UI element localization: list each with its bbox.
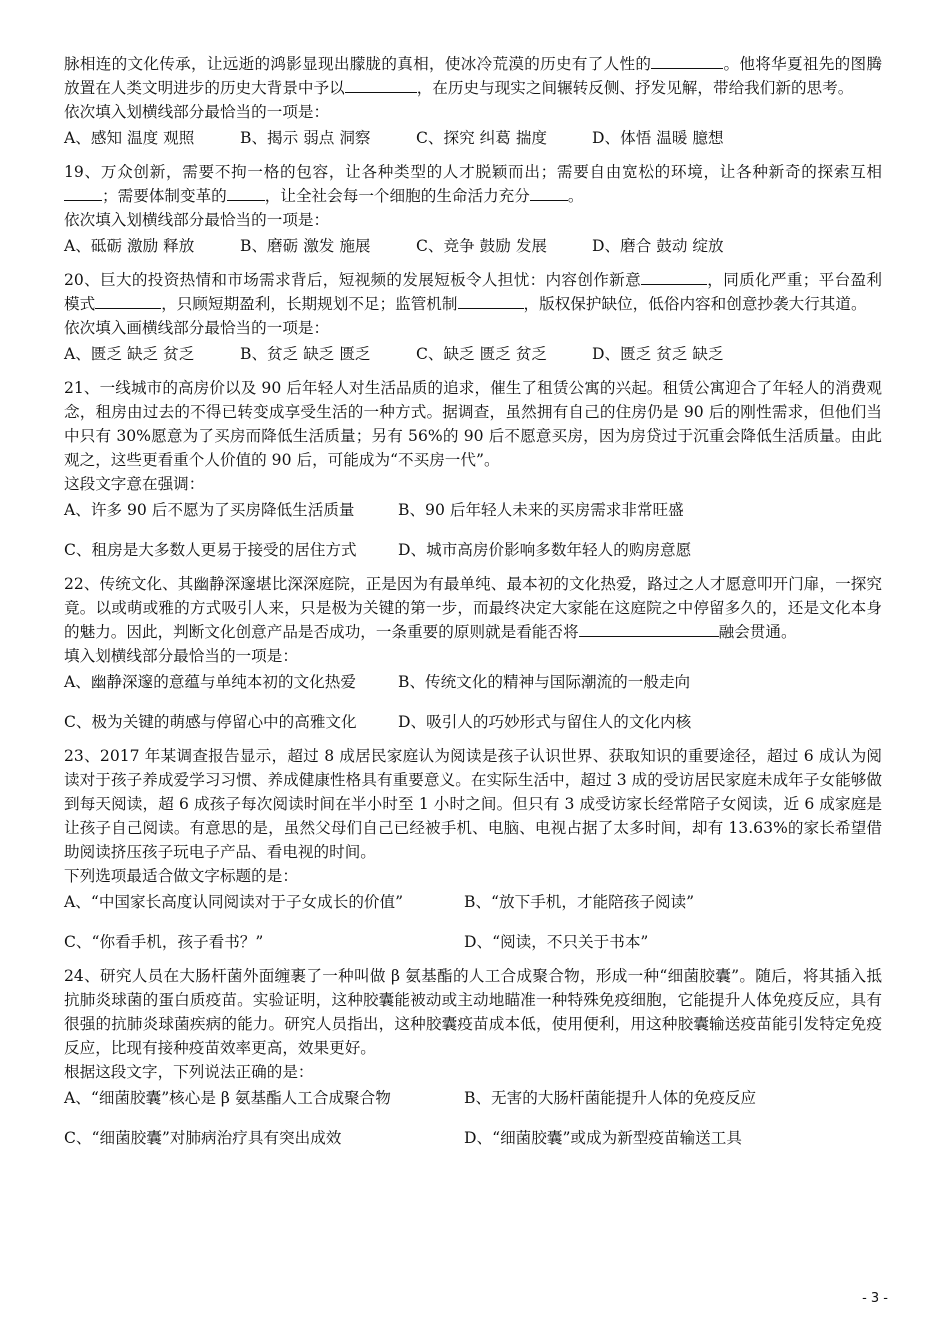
option-d: D、匮乏 贫乏 缺乏: [592, 345, 724, 363]
q23-prompt: 下列选项最适合做文字标题的是：: [64, 867, 298, 885]
q19-options: [64, 234, 882, 258]
q18-continuation-text: 脉相连的文化传承，让远逝的鸿影显现出朦胧的真相，使冰冷荒漠的历史有了人性的 。他将华夏祖先的图腾放置在人类文明进步的历史大背景中予以 ，在历史与现实之间辗转反侧、抒发见解，带给我们新的思考。: [64, 52, 882, 100]
q22-prompt: 填入划横线部分最恰当的一项是：: [64, 647, 298, 665]
exam-page: [64, 52, 882, 1150]
option-c: C、极为关键的萌感与停留心中的高雅文化: [64, 713, 357, 731]
q24-text: 24、研究人员在大肠杆菌外面缠裹了一种叫做 β 氨基酯的人工合成聚合物，形成一种“细菌胶囊”。随后，将其插入抵抗肺炎球菌的蛋白质疫苗。实验证明，这种胶囊能被动或主动地瞄准一种特殊免疫细胞，它能提升人体免疫反应，具有很强的抗肺炎球菌疾病的能力。研究人员指出，这种胶囊疫苗成本低，使用便利，用这种胶囊输送疫苗能引发特定免疫反应，比现有接种疫苗效率更高，效果更好。: [64, 967, 882, 1057]
option-c: C、“你看手机，孩子看书？”: [64, 933, 264, 951]
option-a: A、感知 温度 观照: [64, 129, 195, 147]
option-a: A、砥砺 激励 释放: [64, 237, 195, 255]
option-b: B、“放下手机，才能陪孩子阅读”: [464, 893, 695, 911]
answer-blank: [458, 292, 524, 309]
q22-text: 22、传统文化、其幽静深邃堪比深深庭院，正是因为有最单纯、最本初的文化热爱，路过之人才愿意叩开门扉，一探究竟。以或萌或雅的方式吸引人来，只是极为关键的第一步，而最终决定大家能在这庭院之中停留多久的，还是文化本身的魅力。因此，判断文化创意产品是否成功，一条重要的原则就是看能否将 融会贯通。: [64, 575, 882, 641]
q24-options-row-2: [64, 1126, 882, 1150]
q22-options-row-2: [64, 710, 882, 734]
q20-prompt: 依次填入画横线部分最恰当的一项是：: [64, 319, 330, 337]
q18-prompt: 依次填入划横线部分最恰当的一项是：: [64, 103, 330, 121]
answer-blank: [64, 184, 102, 201]
q19-text: 19、万众创新，需要不拘一格的包容，让各种类型的人才脱颖而出；需要自由宽松的环境，让各种新奇的探索互相；需要体制变革的 ，让全社会每一个细胞的生命活力充分 。: [64, 163, 882, 205]
option-d: D、体悟 温暖 臆想: [592, 129, 724, 147]
q19-prompt: 依次填入划横线部分最恰当的一项是：: [64, 211, 330, 229]
q22-options-row-1: [64, 670, 882, 694]
answer-blank: [345, 76, 417, 93]
q21-prompt: 这段文字意在强调：: [64, 475, 205, 493]
answer-blank: [95, 292, 161, 309]
option-a: A、匮乏 缺乏 贫乏: [64, 345, 195, 363]
option-c: C、缺乏 匮乏 贫乏: [416, 345, 548, 363]
question-19: [64, 160, 882, 258]
option-b: B、无害的大肠杆菌能提升人体的免疫反应: [464, 1089, 757, 1107]
q20-options: [64, 342, 882, 366]
option-d: D、吸引人的巧妙形式与留住人的文化内核: [398, 713, 692, 731]
q23-options-row-1: [64, 890, 882, 914]
question-23: [64, 744, 882, 954]
option-b: B、揭示 弱点 洞察: [240, 129, 371, 147]
option-c: C、租房是大多数人更易于接受的居住方式: [64, 541, 357, 559]
q21-text: 21、一线城市的高房价以及 90 后年轻人对生活品质的追求，催生了租赁公寓的兴起。租赁公寓迎合了年轻人的消费观念，租房由过去的不得已转变成享受生活的一种方式。据调查，虽然拥有自己的住房仍是 90 后的刚性需求，但他们当中只有 30%愿意为了买房而降低生活质量；另有 56%的 90 后不愿意买房，因为房贷过于沉重会降低生活质量。由此观之，这些更看重个人价值的 90 后，可能成为“不买房一代”。: [64, 379, 882, 469]
option-b: B、磨砺 激发 施展: [240, 237, 371, 255]
answer-blank: [579, 620, 719, 637]
option-d: D、“阅读，不只关于书本”: [464, 933, 649, 951]
option-b: B、90 后年轻人未来的买房需求非常旺盛: [398, 501, 684, 519]
option-c: C、竞争 鼓励 发展: [416, 237, 548, 255]
q21-options-row-2: [64, 538, 882, 562]
question-20: [64, 268, 882, 366]
q21-options-row-1: [64, 498, 882, 522]
option-d: D、“细菌胶囊”或成为新型疫苗输送工具: [464, 1129, 742, 1147]
option-a: A、“细菌胶囊”核心是 β 氨基酯人工合成聚合物: [64, 1089, 391, 1107]
option-d: D、城市高房价影响多数年轻人的购房意愿: [398, 541, 692, 559]
answer-blank: [227, 184, 265, 201]
option-c: C、探究 纠葛 揣度: [416, 129, 548, 147]
q20-text: 20、巨大的投资热情和市场需求背后，短视频的发展短板令人担忧：内容创作新意 ，同质化严重；平台盈利模式 ，只顾短期盈利，长期规划不足；监管机制 ，版权保护缺位，低俗内容和创意抄袭大行其道。: [64, 268, 882, 316]
page-number: - 3 -: [862, 1291, 888, 1306]
question-22: [64, 572, 882, 734]
option-a: A、幽静深邃的意蕴与单纯本初的文化热爱: [64, 673, 356, 691]
option-a: A、许多 90 后不愿为了买房降低生活质量: [64, 501, 355, 519]
q24-prompt: 根据这段文字，下列说法正确的是：: [64, 1063, 314, 1081]
option-b: B、传统文化的精神与国际潮流的一般走向: [398, 673, 691, 691]
question-24: [64, 964, 882, 1150]
q24-options-row-1: [64, 1086, 882, 1110]
question-21: [64, 376, 882, 562]
answer-blank: [530, 184, 568, 201]
q23-options-row-2: [64, 930, 882, 954]
answer-blank: [651, 52, 723, 69]
q18-options: [64, 126, 882, 150]
option-d: D、磨合 鼓动 绽放: [592, 237, 724, 255]
option-a: A、“中国家长高度认同阅读对于子女成长的价值”: [64, 893, 404, 911]
option-b: B、贫乏 缺乏 匮乏: [240, 345, 371, 363]
answer-blank: [641, 268, 707, 285]
option-c: C、“细菌胶囊”对肺病治疗具有突出成效: [64, 1129, 342, 1147]
q23-text: 23、2017 年某调查报告显示，超过 8 成居民家庭认为阅读是孩子认识世界、获取知识的重要途径，超过 6 成认为阅读对于孩子养成爱学习习惯、养成健康性格具有重要意义。在实际生活中，超过 3 成的受访居民家庭未成年子女能够做到每天阅读，超 6 成孩子每次阅读时间在半小时至 1 小时之间。但只有 3 成受访家长经常陪子女阅读，近 6 成家庭是让孩子自己阅读。有意思的是，虽然父母们自己已经被手机、电脑、电视占据了太多时间，却有 13.63%的家长希望借助阅读挤压孩子玩电子产品、看电视的时间。: [64, 747, 882, 861]
